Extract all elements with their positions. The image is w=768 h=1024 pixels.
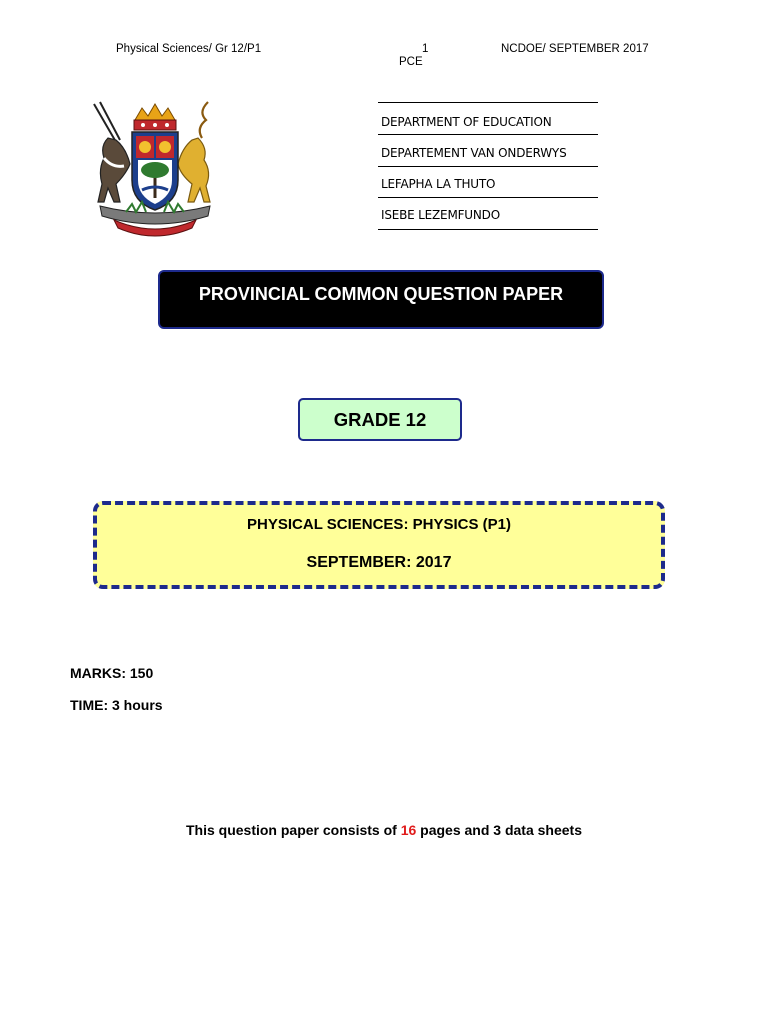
page-count-suffix: pages and 3 data sheets xyxy=(416,822,582,838)
dept-rule-3 xyxy=(378,197,598,198)
dept-line-setswana: LEFAPHA LA THUTO xyxy=(381,177,496,191)
coat-of-arms-icon xyxy=(80,98,230,240)
page-count-number: 16 xyxy=(400,822,417,838)
paper-type-banner xyxy=(158,270,604,329)
paper-type-title: PROVINCIAL COMMON QUESTION PAPER xyxy=(198,284,564,304)
grade-box xyxy=(298,398,462,441)
dept-rule-2 xyxy=(378,166,598,167)
dept-rule-bottom xyxy=(378,229,598,230)
header-issuer: NCDOE/ SEPTEMBER 2017 xyxy=(501,43,649,55)
page-count-prefix: This question paper consists of xyxy=(185,822,401,838)
subject-box xyxy=(93,501,665,589)
subject-title: PHYSICAL SCIENCES: PHYSICS (P1) xyxy=(247,516,511,533)
page-count-note xyxy=(0,822,768,838)
dept-line-afrikaans: DEPARTEMENT VAN ONDERWYS xyxy=(381,146,567,160)
grade-label: GRADE 12 xyxy=(333,409,427,430)
marks-label: MARKS: 150 xyxy=(70,665,154,681)
exam-date: SEPTEMBER: 2017 xyxy=(306,554,452,571)
dept-line-english: DEPARTMENT OF EDUCATION xyxy=(381,115,552,129)
dept-line-xhosa: ISEBE LEZEMFUNDO xyxy=(381,208,500,222)
time-label: TIME: 3 hours xyxy=(70,697,163,713)
header-pce: PCE xyxy=(399,56,423,68)
dept-rule-1 xyxy=(378,134,598,135)
header-page-number: 1 xyxy=(422,43,429,55)
dept-rule-top xyxy=(378,102,598,103)
header-subject: Physical Sciences/ Gr 12/P1 xyxy=(116,43,262,55)
